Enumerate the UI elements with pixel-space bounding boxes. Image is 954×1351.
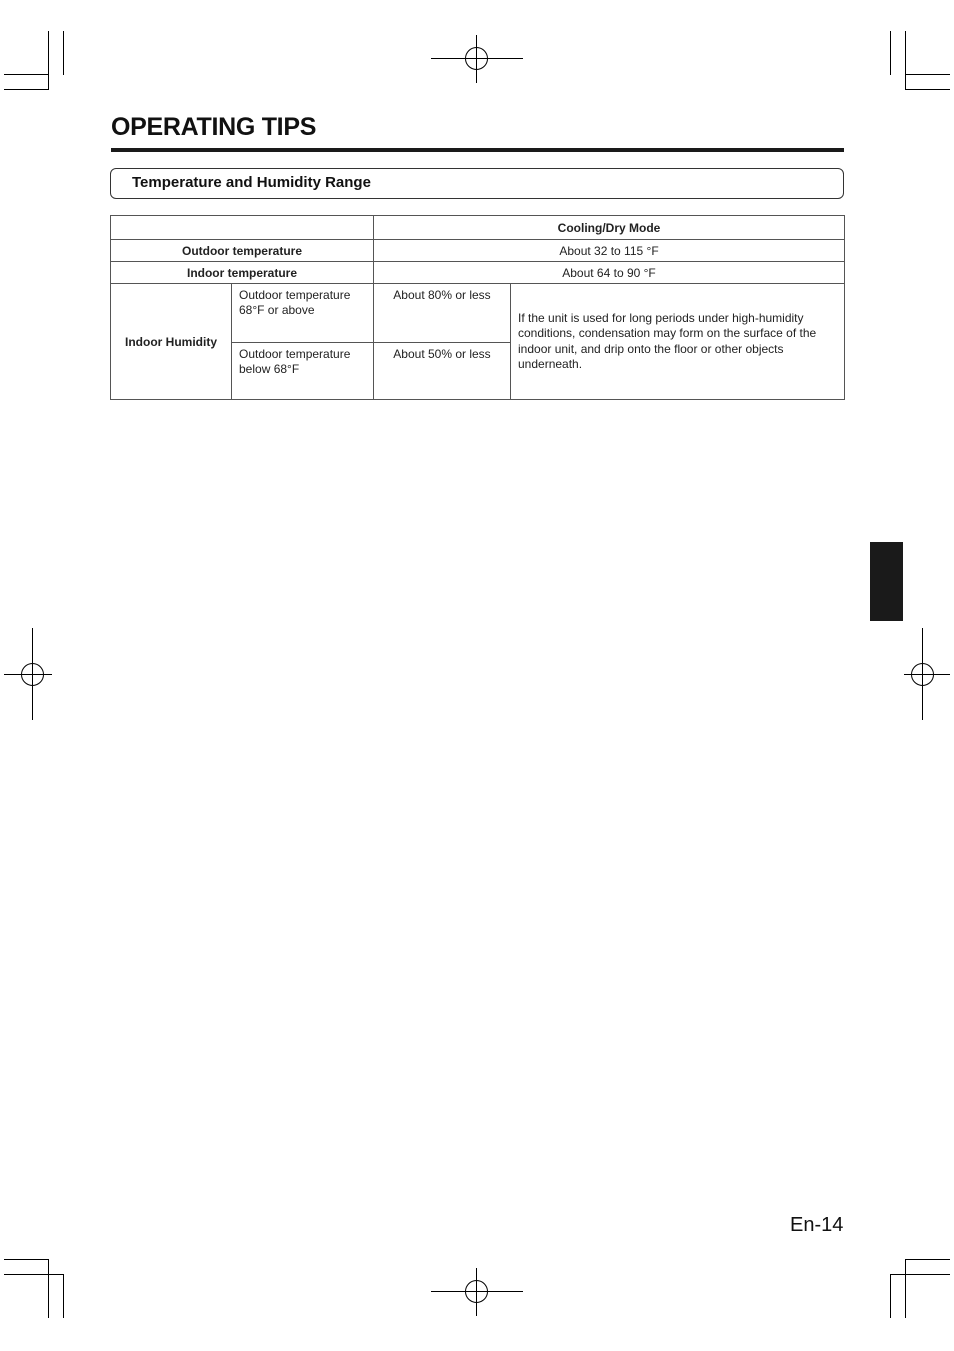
mode-header: Cooling/Dry Mode: [374, 216, 845, 240]
crop-mark: [63, 1274, 64, 1318]
crop-mark: [890, 31, 891, 75]
table-row: [111, 262, 845, 284]
registration-mark-left: [4, 628, 52, 720]
crop-mark: [63, 31, 64, 75]
humidity-note: If the unit is used for long periods under high-humidity conditions, condensation may form on the surface of the indoor unit, and drip onto the floor or other objects underneath.: [511, 284, 845, 400]
outdoor-temperature-value: About 32 to 115 °F: [374, 240, 845, 262]
temperature-humidity-table: [110, 215, 845, 400]
humidity-condition: Outdoor temperature 68°F or above: [232, 284, 374, 343]
crop-mark: [48, 1259, 49, 1318]
indoor-temperature-label: Indoor temperature: [111, 262, 374, 284]
registration-mark-bottom: [431, 1268, 523, 1316]
table-header-empty: [111, 216, 374, 240]
crop-mark: [4, 1274, 64, 1275]
crop-mark: [48, 31, 49, 90]
humidity-value: About 50% or less: [374, 343, 511, 400]
table-row: [111, 284, 845, 343]
side-tab-marker: [870, 542, 903, 621]
crop-mark: [905, 89, 950, 90]
outdoor-temperature-label: Outdoor temperature: [111, 240, 374, 262]
section-title: Temperature and Humidity Range: [132, 174, 371, 191]
registration-mark-top: [431, 35, 523, 83]
crop-mark: [905, 1259, 950, 1260]
page-number: En-14: [790, 1214, 844, 1236]
crop-mark: [4, 74, 49, 75]
crop-mark: [905, 1259, 906, 1318]
humidity-condition: Outdoor temperature below 68°F: [232, 343, 374, 400]
crop-mark: [890, 1274, 950, 1275]
crop-mark: [4, 89, 49, 90]
indoor-humidity-label: Indoor Humidity: [111, 284, 232, 400]
table-row: [111, 240, 845, 262]
crop-mark: [890, 1274, 891, 1318]
page-title: OPERATING TIPS: [111, 113, 317, 141]
crop-mark: [905, 31, 906, 90]
title-rule: [111, 148, 844, 152]
crop-mark: [905, 74, 950, 75]
humidity-value: About 80% or less: [374, 284, 511, 343]
section-header: [110, 168, 844, 199]
registration-mark-right: [904, 628, 950, 720]
indoor-temperature-value: About 64 to 90 °F: [374, 262, 845, 284]
table-header-row: [111, 216, 845, 240]
crop-mark: [4, 1259, 49, 1260]
